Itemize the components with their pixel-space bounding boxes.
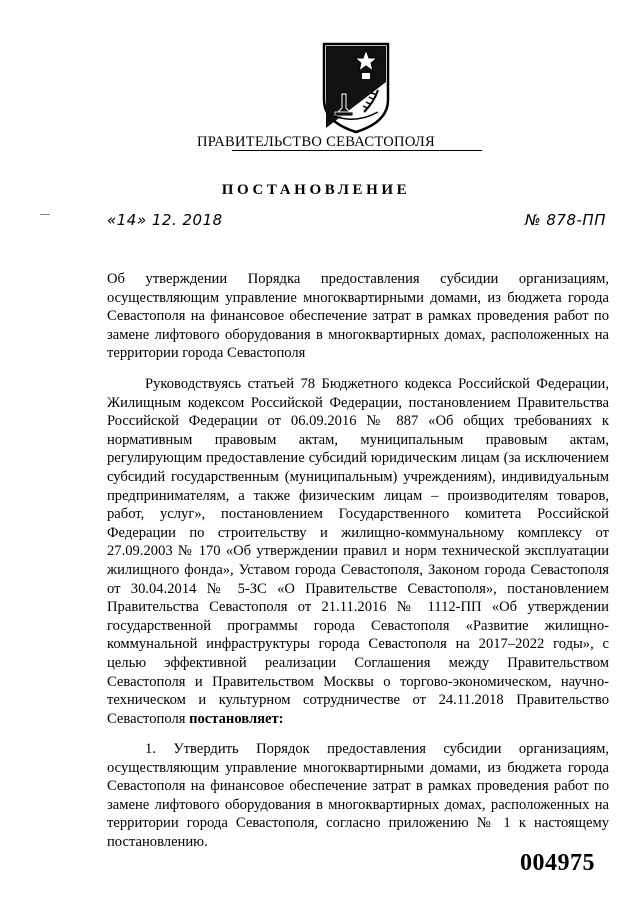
title-underline (232, 150, 482, 151)
preamble-text: Руководствуясь статьей 78 Бюджетного кодекса Российской Федерации, Жилищным кодексом Российской Федерации, постановлением Правительства Российской Федерации от 06.09.2016 № 887 «Об общих требованиях к нормативным правовым актам, муниципальным правовым актам, регулирующим предоставление субсидий юридическим лицам (за исключением субсидий государственным (муниципальным) учреждениям), индивидуальным предпринимателям, а также физическим лицам – производителям товаров, работ, услуг», постановлением Государственного комитета Российской Федерации по строительству и жилищно-коммунальному комплексу от 27.09.2003 № 170 «Об утверждении правил и норм технической эксплуатации жилищного фонда», Уставом города Севастополя, Законом города Севастополя от 30.04.2014 № 5-ЗС «О Правительстве Севастополя», постановлением Правительства Севастополя от 21.11.2016 № 1112-ПП «Об утверждении государственной программы города Севастополя «Развитие жилищно-коммунальной инфраструктуры города Севастополя на 2017–2022 годы», с целью эффективной реализации Соглашения между Правительством Севастополя и Правительством Москвы о торгово-экономическом, научно-техническом и культурном сотрудничестве от 24.11.2018 Правительство Севастополя (107, 376, 609, 727)
document-subject-text: Об утверждении Порядка предоставления субсидии организациям, осуществляющим управление многоквартирными домами, из бюджета города Севастополя на финансовое обеспечение затрат в рамках проведения работ по замене лифтового оборудования в многоквартирных домах, расположенных на территории города Севастополя (107, 271, 609, 362)
sheet-serial-number: 004975 (520, 850, 595, 876)
decision-word: постановляет: (189, 710, 284, 727)
preamble-paragraph (107, 375, 609, 728)
document-number: № 878-ПП (525, 211, 606, 229)
government-name: ПРАВИТЕЛЬСТВО СЕВАСТОПОЛЯ (197, 134, 435, 150)
margin-mark (40, 214, 50, 215)
decree-item-1-text: 1. Утвердить Порядок предоставления субсидии организациям, осуществляющим управление многоквартирными домами, из бюджета города Севастополя на финансовое обеспечение затрат в рамках проведения работ по замене лифтового оборудования в многоквартирных домах, расположенных на территории города Севастополя, согласно приложению № 1 к настоящему постановлению. (107, 741, 609, 850)
sevastopol-coat-of-arms-icon (320, 42, 392, 134)
document-type-heading: ПОСТАНОВЛЕНИЕ (221, 182, 411, 198)
document-subject (107, 270, 609, 363)
document-date: «14» 12. 2018 (107, 211, 223, 229)
decree-item-1 (107, 740, 609, 852)
